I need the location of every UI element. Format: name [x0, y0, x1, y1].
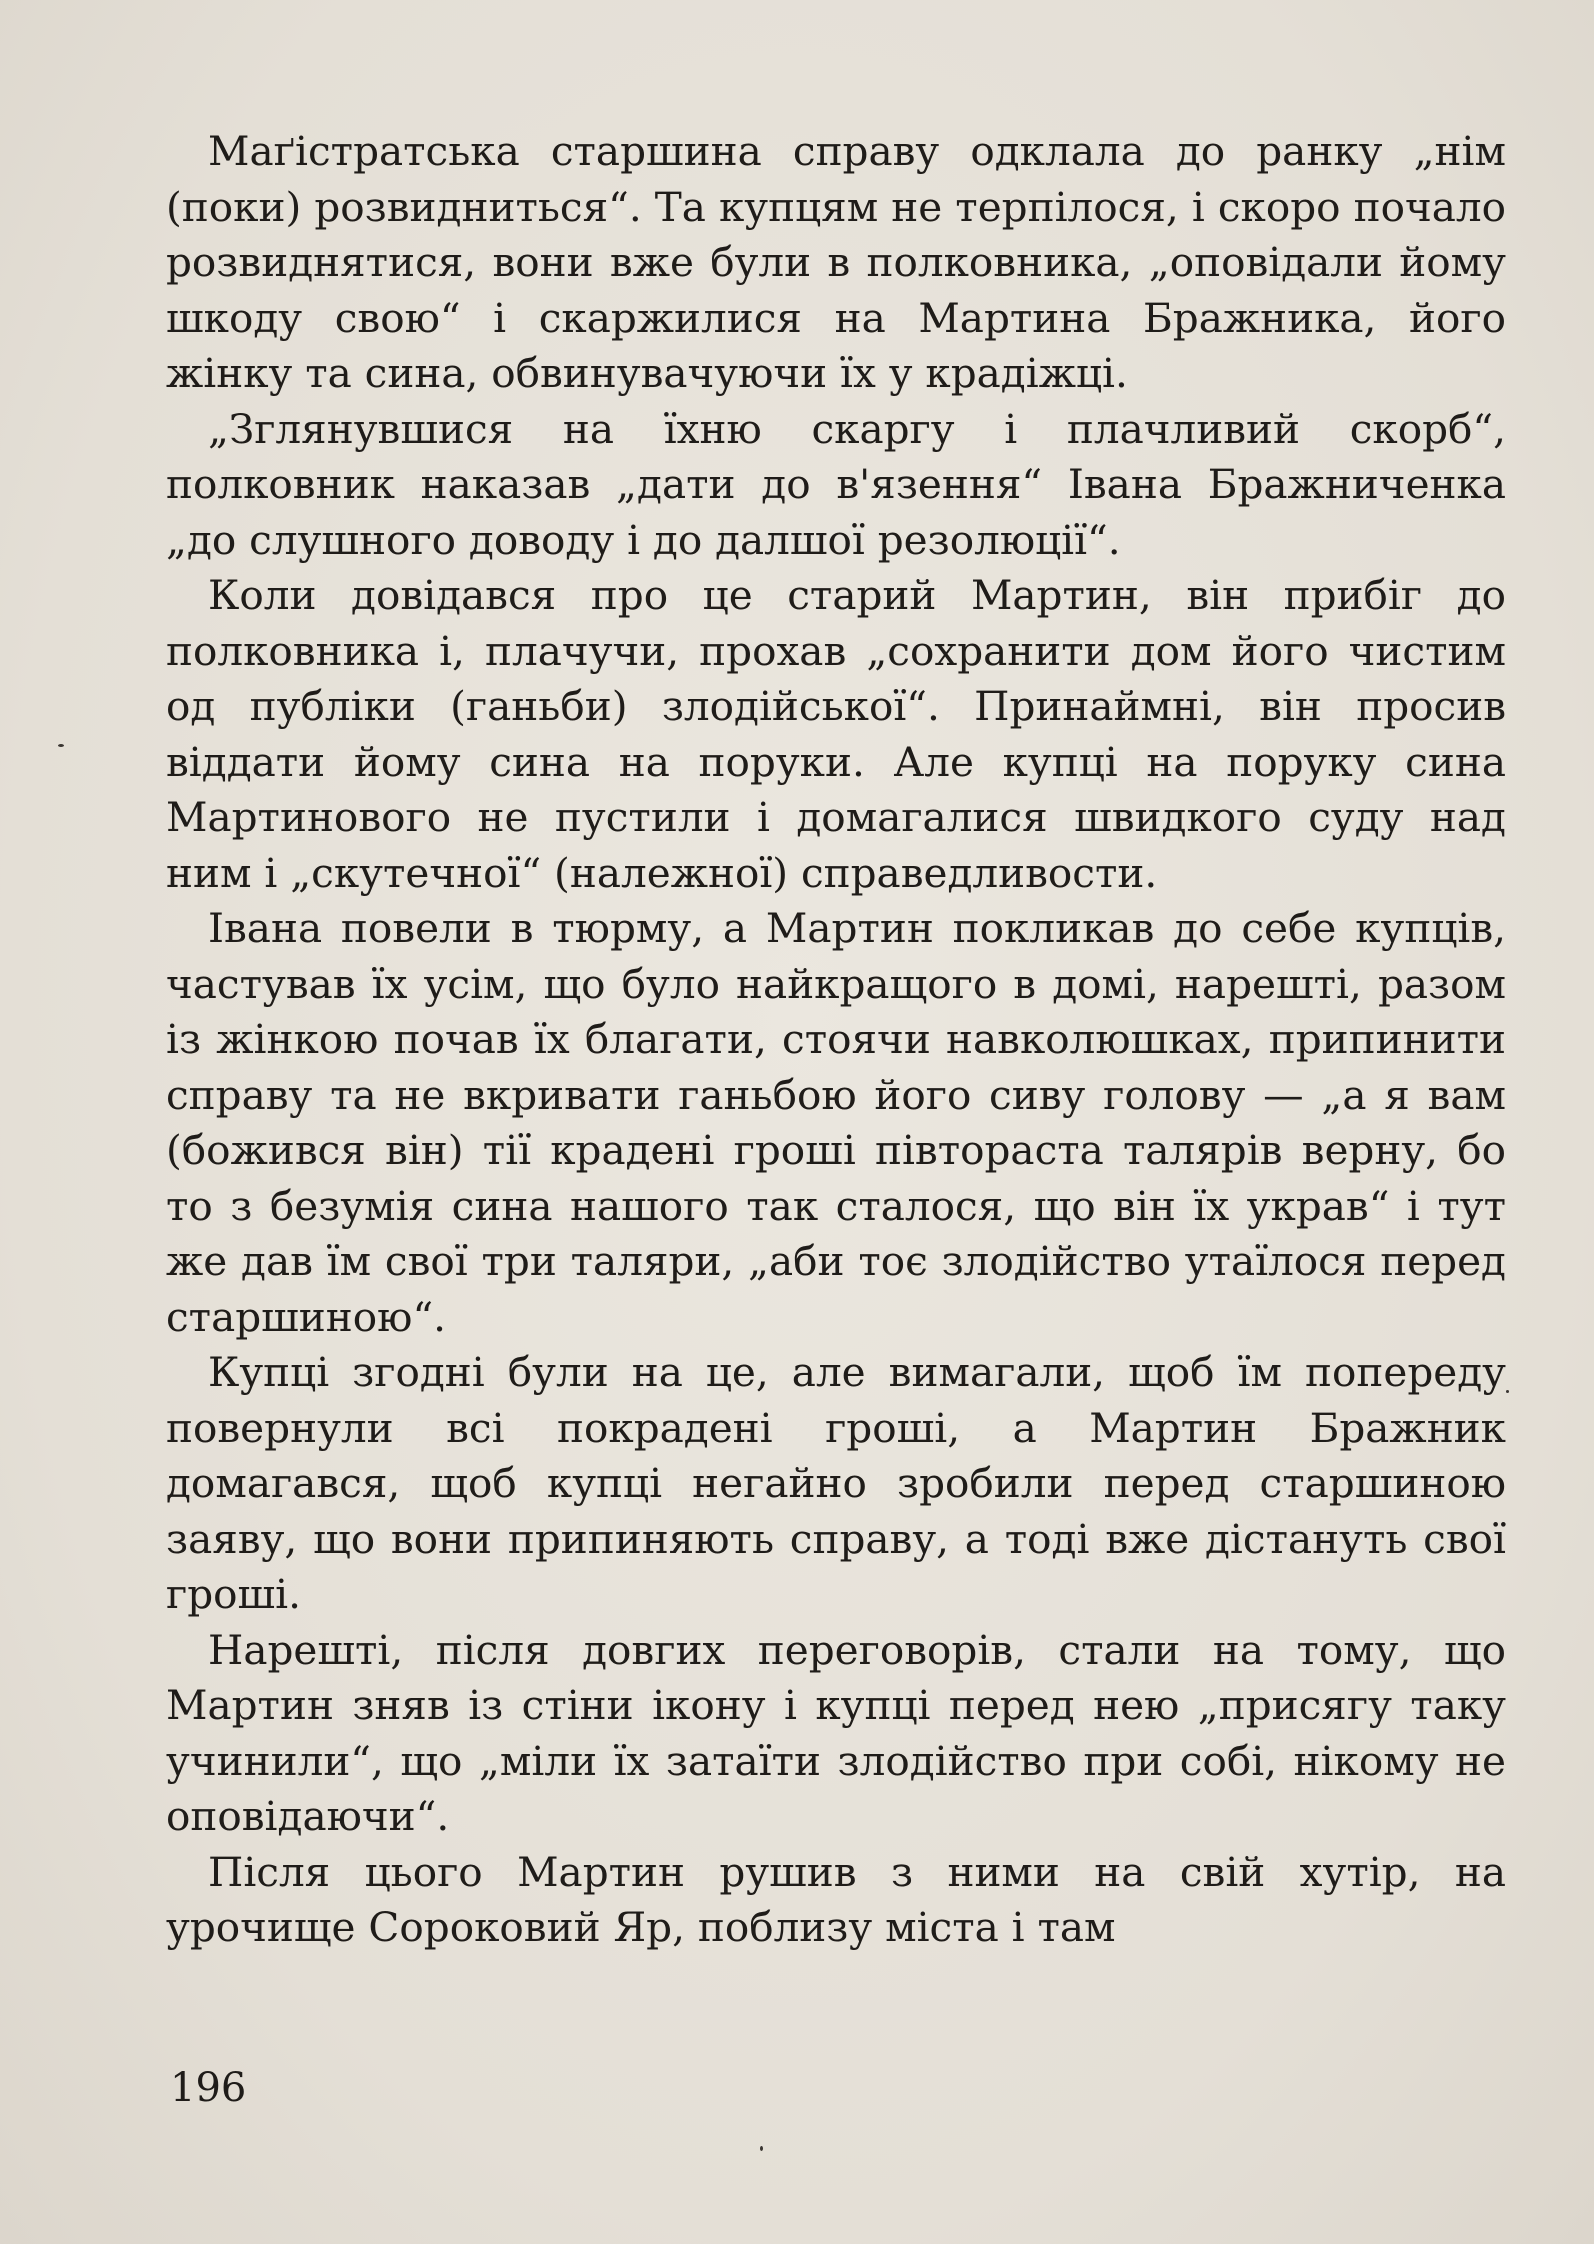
- paragraph-2: „Зглянувшися на їхню скаргу і плачливий скорб“, полковник наказав „дати до в'язення“ Івана Бражниченка „до слушного доводу і до далшої резолюції“.: [166, 404, 1506, 564]
- paragraph-6: Нарешті, після довгих переговорів, стали на тому, що Мартин зняв із стіни ікону і купці перед нею „присягу таку учинили“, що „міли їх затаїти злодійство при собі, нікому не оповідаючи“.: [166, 1625, 1506, 1840]
- paper-speck: [58, 744, 64, 747]
- paragraph-5: Купці згодні були на це, але вимагали, щоб їм попереду повернули всі покрадені гроші, а Мартин Бражник домагався, щоб купці негайно зробили перед старшиною заяву, що вони припиняють справу, а тоді вже дістануть свої гроші.: [166, 1348, 1506, 1618]
- paragraph-1: Маґістратська старшина справу одклала до ранку „нім (поки) розвидниться“. Та купцям не терпілося, і скоро почало розвиднятися, вони вже були в полковника, „оповідали йому шкоду свою“ і скаржилися на Мартина Бражника, його жінку та сина, обвинувачуючи їх у крадіжці.: [166, 127, 1506, 397]
- paragraph-3: Коли довідався про це старий Мартин, він прибіг до полковника і, плачучи, прохав „сохранити дом його чистим од публіки (ганьби) злодійської“. Принаймні, він просив віддати йому сина на поруки. Але купці на поруку сина Мартинового не пустили і домагалися швидкого суду над ним і „скутечної“ (належної) справедливости.: [166, 571, 1506, 897]
- body-text: [166, 124, 1506, 1956]
- paper-speck: [760, 2146, 763, 2151]
- paper-speck: [1506, 1390, 1509, 1393]
- paragraph-7: Після цього Мартин рушив з ними на свій хутір, на урочище Сороковий Яр, поблизу міста і там: [166, 1847, 1506, 1951]
- page-number: 196: [170, 2065, 247, 2111]
- paragraph-4: Івана повели в тюрму, а Мартин покликав до себе купців, частував їх усім, що було найкращого в домі, нарешті, разом із жінкою почав їх благати, стоячи навколюшках, припинити справу та не вкривати ганьбою його сиву голову — „а я вам (божився він) тії крадені гроші півтораста талярів верну, бо то з безумія сина нашого так сталося, що він їх украв“ і тут же дав їм свої три таляри, „аби тоє злодійство утаїлося перед старшиною“.: [166, 904, 1506, 1341]
